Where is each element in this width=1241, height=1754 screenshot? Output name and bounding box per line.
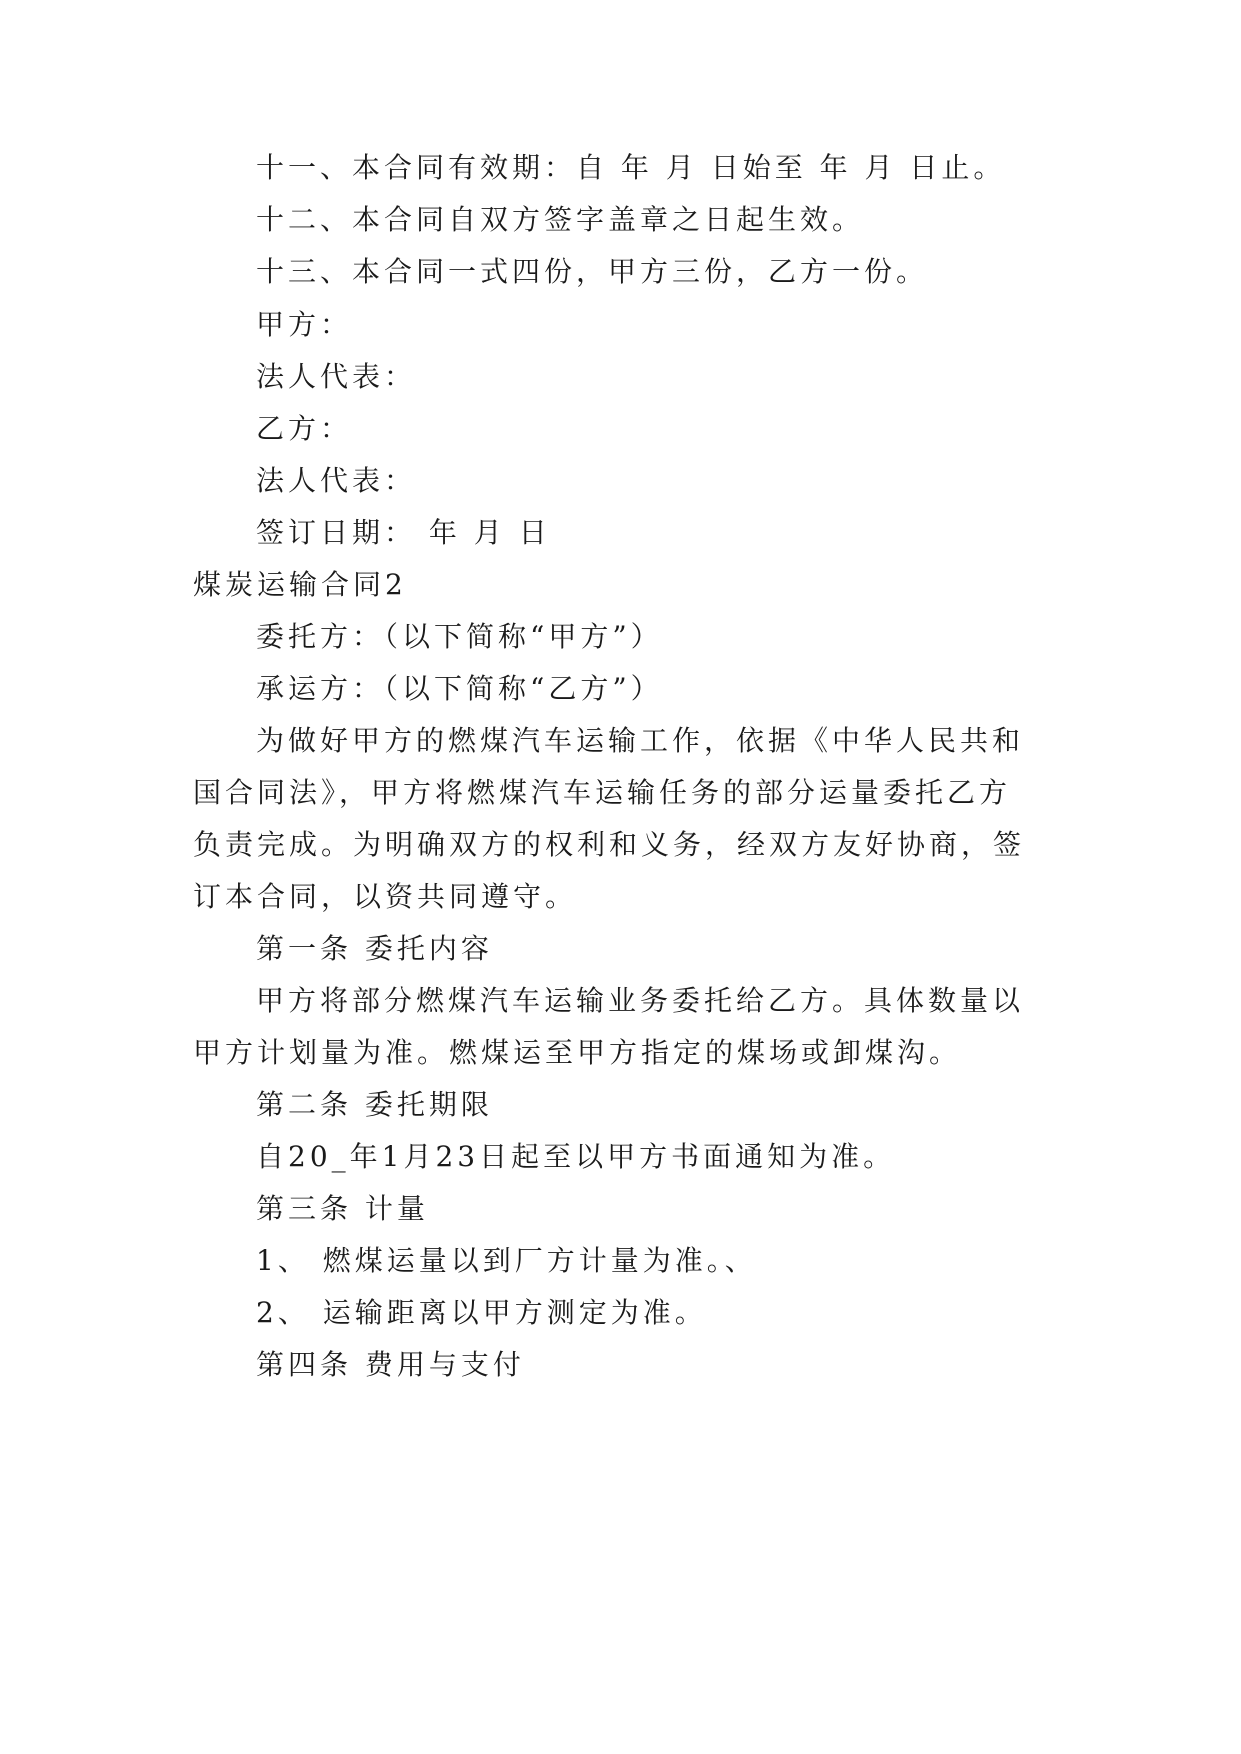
article-3-item-2: 2、 运输距离以甲方测定为准。 <box>256 1296 707 1329</box>
preamble-line-3: 负责完成。为明确双方的权利和义务，经双方友好协商，签 <box>193 828 1026 861</box>
contract-2-title: 煤炭运输合同2 <box>193 568 407 601</box>
preamble-line-4: 订本合同，以资共同遵守。 <box>193 880 578 913</box>
article-1-line-2: 甲方计划量为准。燃煤运至甲方指定的煤场或卸煤沟。 <box>193 1036 962 1069</box>
clause-13: 十三、本合同一式四份，甲方三份，乙方一份。 <box>256 255 929 288</box>
article-1-line-1: 甲方将部分燃煤汽车运输业务委托给乙方。具体数量以 <box>256 984 1025 1017</box>
signing-date: 签订日期： 年 月 日 <box>256 516 551 549</box>
clause-12: 十二、本合同自双方签字盖章之日起生效。 <box>256 203 865 236</box>
preamble-line-1: 为做好甲方的燃煤汽车运输工作，依据《中华人民共和 <box>256 724 1025 757</box>
party-b-label: 乙方： <box>256 412 353 445</box>
article-3-heading: 第三条 计量 <box>256 1192 429 1225</box>
article-4-heading: 第四条 费用与支付 <box>256 1348 525 1381</box>
client-party: 委托方：（以下简称“甲方”） <box>256 620 663 653</box>
party-a-label: 甲方： <box>256 308 353 341</box>
article-3-item-1: 1、 燃煤运量以到厂方计量为准。、 <box>256 1244 757 1277</box>
legal-rep-a-label: 法人代表： <box>256 360 417 393</box>
carrier-party: 承运方：（以下简称“乙方”） <box>256 672 663 705</box>
article-2-text: 自20_年1月23日起至以甲方书面通知为准。 <box>256 1140 896 1173</box>
preamble-line-2: 国合同法》，甲方将燃煤汽车运输任务的部分运量委托乙方 <box>193 776 1012 809</box>
article-1-heading: 第一条 委托内容 <box>256 932 493 965</box>
legal-rep-b-label: 法人代表： <box>256 464 417 497</box>
clause-11: 十一、本合同有效期：自 年 月 日始至 年 月 日止。 <box>256 151 1006 184</box>
article-2-heading: 第二条 委托期限 <box>256 1088 493 1121</box>
